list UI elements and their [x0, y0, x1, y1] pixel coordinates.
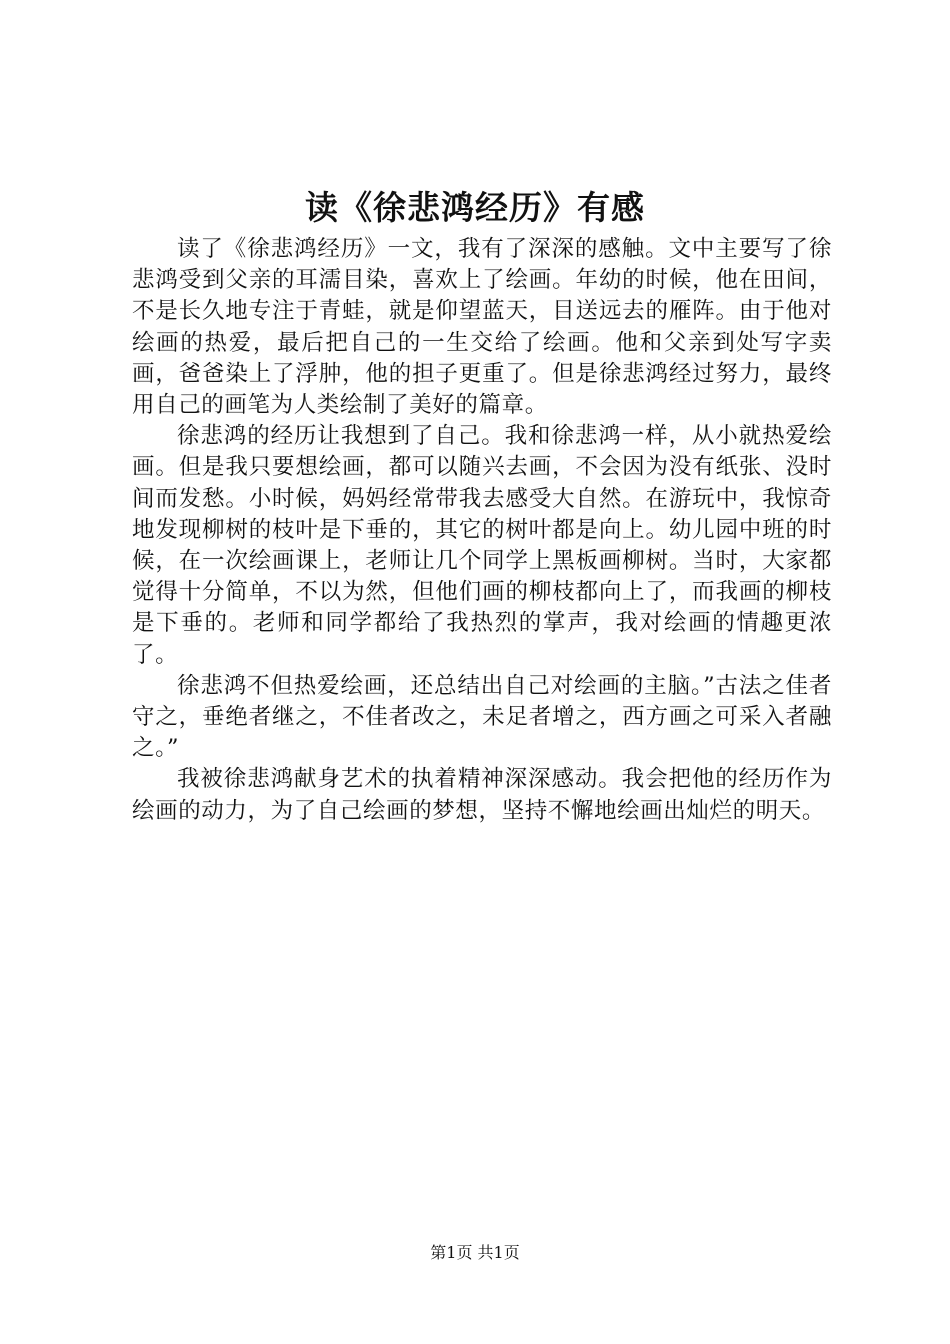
paragraph-2: 徐悲鸿的经历让我想到了自己。我和徐悲鸿一样，从小就热爱绘画。但是我只要想绘画，都可以随兴去画，不会因为没有纸张、没时间而发愁。小时候，妈妈经常带我去感受大自然。在游玩中，我惊奇地发现柳树的枝叶是下垂的，其它的树叶都是向上。幼儿园中班的时候，在一次绘画课上，老师让几个同学上黑板画柳树。当时，大家都觉得十分简单，不以为然，但他们画的柳枝都向上了，而我画的柳枝是下垂的。老师和同学都给了我热烈的掌声，我对绘画的情趣更浓了。 [132, 423, 832, 668]
document-body [132, 234, 832, 827]
document-title: 读《徐悲鸿经历》有感 [305, 188, 645, 227]
paragraph-1: 读了《徐悲鸿经历》一文，我有了深深的感触。文中主要写了徐悲鸿受到父亲的耳濡目染，喜欢上了绘画。年幼的时候，他在田间，不是长久地专注于青蛙，就是仰望蓝天，目送远去的雁阵。由于他对绘画的热爱，最后把自己的一生交给了绘画。他和父亲到处写字卖画，爸爸染上了浮肿，他的担子更重了。但是徐悲鸿经过努力，最终用自己的画笔为人类绘制了美好的篇章。 [132, 236, 832, 419]
paragraph-4: 我被徐悲鸿献身艺术的执着精神深深感动。我会把他的经历作为绘画的动力，为了自己绘画的梦想，坚持不懈地绘画出灿烂的明天。 [132, 766, 832, 824]
paragraph-3: 徐悲鸿不但热爱绘画，还总结出自己对绘画的主脑。”古法之佳者守之，垂绝者继之，不佳者改之，未足者增之，西方画之可采入者融之。” [132, 672, 832, 762]
page-number-footer: 第1页 共1页 [430, 1243, 520, 1262]
